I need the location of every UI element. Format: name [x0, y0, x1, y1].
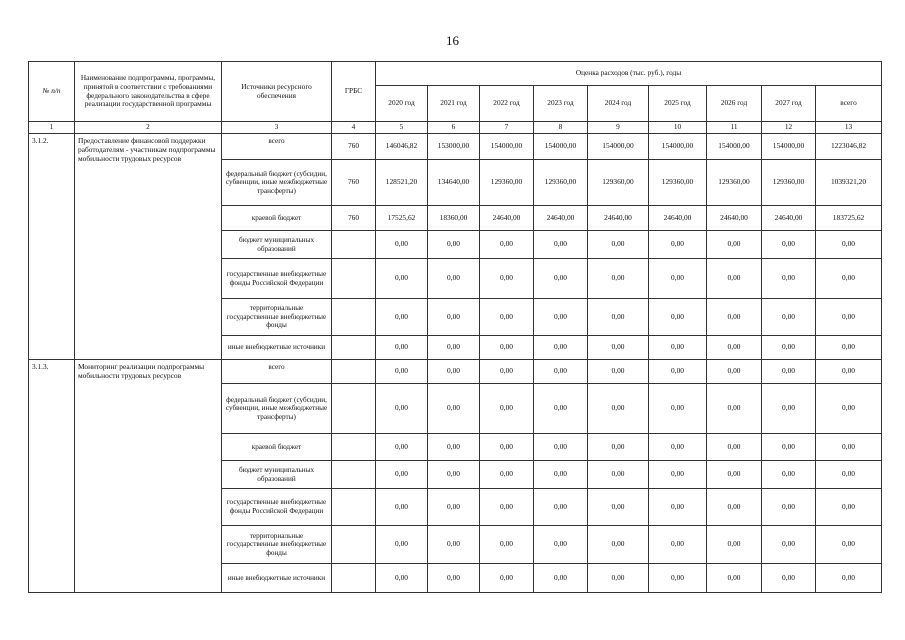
grbs-code	[332, 231, 376, 259]
year-value: 0,00	[707, 526, 762, 564]
year-value: 0,00	[588, 231, 649, 259]
year-value: 0,00	[376, 336, 428, 360]
header-source: Источники ресурсного обеспечения	[222, 62, 332, 122]
year-value: 24640,00	[762, 206, 816, 231]
year-value: 0,00	[534, 259, 588, 299]
year-value: 0,00	[534, 434, 588, 461]
year-value: 0,00	[649, 231, 707, 259]
year-value: 154000,00	[534, 134, 588, 160]
header-year: 2024 год	[588, 86, 649, 122]
total-value: 0,00	[816, 384, 882, 434]
header-total: всего	[816, 86, 882, 122]
header-year: 2025 год	[649, 86, 707, 122]
year-value: 0,00	[376, 526, 428, 564]
year-value: 0,00	[762, 259, 816, 299]
year-value: 129360,00	[588, 160, 649, 206]
column-number: 3	[222, 122, 332, 134]
year-value: 0,00	[707, 336, 762, 360]
year-value: 0,00	[649, 461, 707, 489]
funding-source: федеральный бюджет (субсидии, субвенции, иные межбюджетные трансферты)	[222, 384, 332, 434]
year-value: 0,00	[534, 299, 588, 336]
year-value: 0,00	[480, 336, 534, 360]
year-value: 129360,00	[762, 160, 816, 206]
year-value: 129360,00	[534, 160, 588, 206]
year-value: 0,00	[534, 526, 588, 564]
row-number: 3.1.3.	[29, 360, 75, 593]
year-value: 0,00	[649, 384, 707, 434]
year-value: 154000,00	[480, 134, 534, 160]
header-year: 2022 год	[480, 86, 534, 122]
table-row	[29, 134, 882, 160]
header-year: 2021 год	[428, 86, 480, 122]
year-value: 0,00	[376, 434, 428, 461]
year-value: 0,00	[376, 360, 428, 384]
year-value: 0,00	[588, 489, 649, 526]
funding-source: бюджет муниципальных образований	[222, 231, 332, 259]
column-number: 11	[707, 122, 762, 134]
year-value: 0,00	[534, 360, 588, 384]
year-value: 0,00	[707, 384, 762, 434]
year-value: 0,00	[649, 564, 707, 593]
year-value: 0,00	[428, 434, 480, 461]
year-value: 0,00	[762, 299, 816, 336]
year-value: 0,00	[762, 336, 816, 360]
funding-source: федеральный бюджет (субсидии, субвенции, иные межбюджетные трансферты)	[222, 160, 332, 206]
expenditure-table	[28, 61, 882, 593]
program-name: Мониторинг реализации подпрограммы мобильности трудовых ресурсов	[75, 360, 222, 593]
header-year: 2026 год	[707, 86, 762, 122]
funding-source: территориальные государственные внебюджетные фонды	[222, 526, 332, 564]
year-value: 0,00	[534, 336, 588, 360]
total-value: 0,00	[816, 360, 882, 384]
year-value: 0,00	[480, 259, 534, 299]
year-value: 0,00	[480, 564, 534, 593]
column-number: 7	[480, 122, 534, 134]
column-number: 12	[762, 122, 816, 134]
year-value: 0,00	[588, 259, 649, 299]
funding-source: государственные внебюджетные фонды Российской Федерации	[222, 489, 332, 526]
year-value: 24640,00	[480, 206, 534, 231]
year-value: 0,00	[376, 299, 428, 336]
year-value: 18360,00	[428, 206, 480, 231]
grbs-code	[332, 384, 376, 434]
year-value: 0,00	[428, 299, 480, 336]
year-value: 0,00	[762, 461, 816, 489]
year-value: 154000,00	[649, 134, 707, 160]
year-value: 154000,00	[588, 134, 649, 160]
year-value: 129360,00	[707, 160, 762, 206]
year-value: 24640,00	[649, 206, 707, 231]
year-value: 0,00	[480, 299, 534, 336]
header-year: 2023 год	[534, 86, 588, 122]
header-expense-estimate: Оценка расходов (тыс. руб.), годы	[376, 62, 882, 86]
total-value: 0,00	[816, 526, 882, 564]
column-number: 8	[534, 122, 588, 134]
header-program-name: Наименование подпрограммы, программы, принятой в соответствии с требованиями федерального законодательства в сфере реализации государственной программы	[75, 62, 222, 122]
year-value: 0,00	[534, 384, 588, 434]
column-number: 9	[588, 122, 649, 134]
year-value: 0,00	[707, 434, 762, 461]
year-value: 0,00	[480, 384, 534, 434]
year-value: 24640,00	[534, 206, 588, 231]
year-value: 0,00	[534, 231, 588, 259]
year-value: 0,00	[588, 360, 649, 384]
total-value: 0,00	[816, 259, 882, 299]
year-value: 134640,00	[428, 160, 480, 206]
row-number: 3.1.2.	[29, 134, 75, 360]
year-value: 0,00	[588, 434, 649, 461]
year-value: 0,00	[707, 299, 762, 336]
grbs-code: 760	[332, 160, 376, 206]
year-value: 146046,82	[376, 134, 428, 160]
year-value: 0,00	[649, 299, 707, 336]
total-value: 0,00	[816, 231, 882, 259]
year-value: 0,00	[762, 434, 816, 461]
year-value: 0,00	[649, 259, 707, 299]
grbs-code: 760	[332, 206, 376, 231]
funding-source: территориальные государственные внебюджетные фонды	[222, 299, 332, 336]
grbs-code	[332, 489, 376, 526]
year-value: 0,00	[707, 564, 762, 593]
funding-source: государственные внебюджетные фонды Российской Федерации	[222, 259, 332, 299]
column-number: 1	[29, 122, 75, 134]
grbs-code	[332, 526, 376, 564]
year-value: 0,00	[707, 489, 762, 526]
total-value: 0,00	[816, 336, 882, 360]
year-value: 0,00	[762, 231, 816, 259]
year-value: 24640,00	[588, 206, 649, 231]
grbs-code	[332, 336, 376, 360]
year-value: 0,00	[707, 461, 762, 489]
program-name: Предоставление финансовой поддержки работодателям - участникам подпрограммы мобильности трудовых ресурсов	[75, 134, 222, 360]
year-value: 0,00	[428, 526, 480, 564]
year-value: 153000,00	[428, 134, 480, 160]
table-body	[29, 62, 882, 593]
year-value: 0,00	[649, 336, 707, 360]
year-value: 0,00	[534, 564, 588, 593]
year-value: 0,00	[762, 360, 816, 384]
grbs-code	[332, 461, 376, 489]
grbs-code	[332, 564, 376, 593]
funding-source: краевой бюджет	[222, 434, 332, 461]
funding-source: бюджет муниципальных образований	[222, 461, 332, 489]
year-value: 0,00	[707, 231, 762, 259]
total-value: 0,00	[816, 564, 882, 593]
grbs-code	[332, 259, 376, 299]
year-value: 0,00	[480, 434, 534, 461]
grbs-code	[332, 299, 376, 336]
total-value: 0,00	[816, 461, 882, 489]
column-numbers-row	[29, 122, 882, 134]
year-value: 24640,00	[707, 206, 762, 231]
year-value: 0,00	[428, 259, 480, 299]
year-value: 0,00	[376, 564, 428, 593]
funding-source: всего	[222, 360, 332, 384]
year-value: 0,00	[428, 489, 480, 526]
year-value: 0,00	[480, 231, 534, 259]
year-value: 0,00	[588, 461, 649, 489]
grbs-code	[332, 360, 376, 384]
year-value: 0,00	[480, 489, 534, 526]
year-value: 0,00	[480, 526, 534, 564]
year-value: 0,00	[762, 564, 816, 593]
year-value: 0,00	[588, 526, 649, 564]
header-number: № п/п	[29, 62, 75, 122]
year-value: 154000,00	[707, 134, 762, 160]
year-value: 0,00	[649, 526, 707, 564]
year-value: 0,00	[707, 259, 762, 299]
year-value: 0,00	[428, 360, 480, 384]
funding-source: краевой бюджет	[222, 206, 332, 231]
year-value: 0,00	[428, 231, 480, 259]
grbs-code: 760	[332, 134, 376, 160]
total-value: 1223046,82	[816, 134, 882, 160]
column-number: 13	[816, 122, 882, 134]
year-value: 0,00	[480, 461, 534, 489]
total-value: 0,00	[816, 434, 882, 461]
year-value: 0,00	[649, 360, 707, 384]
column-number: 4	[332, 122, 376, 134]
year-value: 0,00	[707, 360, 762, 384]
year-value: 0,00	[428, 564, 480, 593]
total-value: 0,00	[816, 489, 882, 526]
year-value: 0,00	[762, 489, 816, 526]
year-value: 0,00	[534, 489, 588, 526]
year-value: 129360,00	[649, 160, 707, 206]
year-value: 0,00	[588, 564, 649, 593]
year-value: 0,00	[588, 384, 649, 434]
total-value: 0,00	[816, 299, 882, 336]
year-value: 0,00	[480, 360, 534, 384]
year-value: 128521,20	[376, 160, 428, 206]
column-number: 2	[75, 122, 222, 134]
header-year: 2027 год	[762, 86, 816, 122]
funding-source: всего	[222, 134, 332, 160]
funding-source: иные внебюджетные источники	[222, 564, 332, 593]
table-row	[29, 360, 882, 384]
year-value: 0,00	[428, 384, 480, 434]
year-value: 0,00	[376, 259, 428, 299]
year-value: 0,00	[762, 384, 816, 434]
year-value: 0,00	[428, 336, 480, 360]
year-value: 0,00	[588, 336, 649, 360]
year-value: 0,00	[376, 489, 428, 526]
total-value: 183725,62	[816, 206, 882, 231]
column-number: 5	[376, 122, 428, 134]
header-year: 2020 год	[376, 86, 428, 122]
year-value: 0,00	[376, 384, 428, 434]
year-value: 0,00	[762, 526, 816, 564]
funding-source: иные внебюджетные источники	[222, 336, 332, 360]
year-value: 129360,00	[480, 160, 534, 206]
year-value: 0,00	[428, 461, 480, 489]
year-value: 0,00	[376, 461, 428, 489]
year-value: 154000,00	[762, 134, 816, 160]
total-value: 1039321,20	[816, 160, 882, 206]
year-value: 17525,62	[376, 206, 428, 231]
header-row	[29, 62, 882, 86]
column-number: 6	[428, 122, 480, 134]
grbs-code	[332, 434, 376, 461]
year-value: 0,00	[376, 231, 428, 259]
year-value: 0,00	[649, 434, 707, 461]
page-number: 16	[446, 33, 459, 48]
year-value: 0,00	[588, 299, 649, 336]
column-number: 10	[649, 122, 707, 134]
header-grbs: ГРБС	[332, 62, 376, 122]
year-value: 0,00	[649, 489, 707, 526]
year-value: 0,00	[534, 461, 588, 489]
